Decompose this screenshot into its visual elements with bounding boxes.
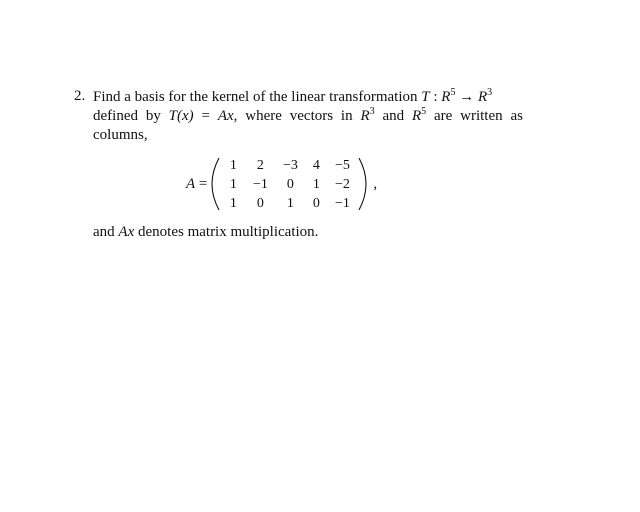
matrix-cell: 0	[256, 195, 264, 211]
domain-R: R	[441, 89, 451, 105]
space-R5	[412, 107, 426, 126]
matrix-cell: −5	[334, 157, 350, 173]
matrix-cell: 0	[312, 195, 320, 211]
word: defined	[93, 108, 138, 124]
matrix-cell: 1	[229, 157, 237, 173]
statement-line-3: columns,	[93, 127, 148, 143]
R3-symbol: R	[360, 108, 370, 124]
problem-number: 2.	[74, 88, 86, 104]
R3-exponent: 3	[369, 106, 375, 117]
codomain-R: R	[477, 89, 488, 105]
problem-2	[74, 87, 534, 240]
word: and	[382, 108, 405, 124]
R5-exponent: 5	[421, 106, 427, 117]
matrix-equation	[186, 156, 377, 212]
word: vectors	[289, 108, 334, 124]
statement-line-1	[93, 88, 534, 107]
line1-text: Find a basis for the kernel of the linear transformation	[93, 89, 422, 105]
matrix-cell: 1	[312, 176, 320, 192]
matrix-name: A	[186, 175, 196, 192]
word: in	[340, 108, 353, 124]
matrix-cell: 4	[312, 157, 320, 173]
matrix-cell: 0	[286, 176, 294, 192]
right-paren-icon	[357, 157, 367, 211]
problem-statement	[93, 88, 534, 145]
statement-closing-line	[93, 224, 318, 241]
word: by	[145, 108, 161, 124]
equals-sign: =	[195, 175, 208, 192]
word: as	[510, 108, 523, 124]
equals-sign: =	[201, 108, 210, 124]
formula-Tx: T(x)	[168, 108, 194, 124]
equation-lhs	[186, 176, 207, 193]
matrix-cell: −1	[334, 195, 350, 211]
matrix-cell: −2	[334, 176, 350, 192]
matrix-cell: 2	[256, 157, 264, 173]
formula-Ax: Ax,	[217, 108, 238, 124]
statement-line-2	[93, 107, 523, 126]
word: where	[245, 108, 282, 124]
R5-symbol: R	[411, 108, 422, 124]
domain-exponent: 5	[450, 87, 456, 98]
left-paren-icon	[211, 157, 221, 211]
matrix-cell: 1	[229, 195, 237, 211]
matrix-A	[221, 156, 357, 213]
codomain-exponent: 3	[487, 87, 493, 98]
closing-text-start: and	[93, 224, 119, 240]
word: written	[460, 108, 503, 124]
closing-text-end: denotes matrix multiplication.	[134, 224, 319, 240]
matrix-cell: 1	[229, 176, 237, 192]
word: are	[433, 108, 453, 124]
matrix-cell: −3	[282, 157, 298, 173]
matrix-cell: −1	[252, 176, 268, 192]
matrix-cell: 1	[286, 195, 294, 211]
trailing-comma: ,	[373, 175, 378, 192]
arrow-symbol: →	[455, 89, 478, 105]
transform-T: T	[421, 89, 430, 105]
space-R3	[360, 107, 374, 126]
line1-colon: :	[429, 89, 442, 105]
formula-Ax: Ax	[118, 224, 135, 240]
